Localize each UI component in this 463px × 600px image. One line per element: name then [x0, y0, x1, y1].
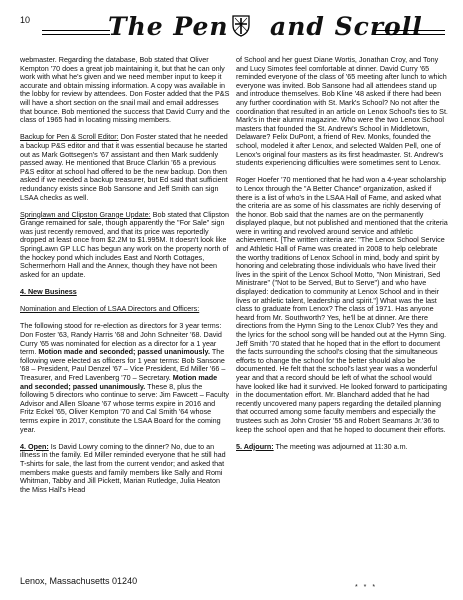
masthead-title-left: The Pen — [108, 12, 229, 41]
footer-location: Lenox, Massachusetts 01240 — [20, 576, 138, 586]
right-paragraph-3: 5. Adjourn: The meeting was adjourned at 11:30 a.m. — [236, 441, 408, 451]
left-paragraph-6: 4. Open: Is David Lowry coming to the dinner? No, due to an illness in the family. Ed Miller reminded everyone that he still had T-shirts for sale, the last from the current vendor; and asked that members make guests and family members like Sally and Romi Whitman, Tabby and Jill Pickett, Marian Rutledge, Julia Heaton the Miss Hall's Head — [20, 441, 226, 494]
open-heading: 4. Open: — [20, 441, 49, 451]
left-paragraph-2: Backup for Pen & Scroll Editor: Don Foster stated that he needed a backup P&S editor and that it was essential because he started out as Mark Gottsegen's '67 assistant and then Mark suddenly passed away. He mentioned that Bruce Clarkin '65 a previous P&S editor at school had offered to be the new backup. Don then asked if we needed a backup treasurer, but Ed said that sufficient redundancy exists since Bob Sansone and Jeff Smith can sign LSAA checks as well. — [20, 132, 228, 202]
left-paragraph-3: Springlawn and Clipston Grange Update: Bob stated that Clipston Grange remained for sale, though apparently the "For Sale" sign was just recently removed, and that its price was reportedly dropped at least once from $2.2M to $1.995M. It doesn't look like SpringLawn GP LLC has begun any work on the property north of the hockey pond which includes East and North Cottages, Schermerhorn Hall and the Annex, though they have not been asked for an update. — [20, 209, 229, 279]
springlawn-heading: Springlawn and Clipston Grange Update: — [20, 209, 151, 219]
backup-editor-heading: Backup for Pen & Scroll Editor: — [20, 132, 119, 142]
end-stars: * * * — [355, 584, 378, 591]
left-paragraph-1: webmaster. Regarding the database, Bob stated that Oliver Kempton '70 does a great job maintaining it, but that he can only work with what he's given and we need member input to keep it accurate and obtain missing information. A copy was available in the lobby for review by attendees. Don Foster added that the P&S will have a short section on the snail mail and email addresses that bounce. Bob mentioned the success that David Curry and the class of 1965 had in locating missing members. — [20, 55, 230, 125]
school-crest-icon — [232, 15, 250, 37]
nomination-subheading: Nomination and Election of LSAA Directors and Officers: — [20, 304, 200, 314]
masthead-rule-right — [374, 30, 445, 35]
page-number: 10 — [20, 15, 31, 25]
right-paragraph-1: of School and her guest Diane Wortis, Jonathan Croy, and Tony and Lucy Simotes feel comfortable at dinner. David Curry '65 reminded everyone of the class of '65 meeting after lunch to which everyone was invited. Bob Sansone had all attendees stand up and introduce themselves. Bob Kline '48 asked if there had been any further coordination with St. Mark's School? No not after the coordination that resulted in an article on Lenox School's ties to St. Mark's in their alumni magazine. Who were the two Lenox School masters that founded the St. Andrew's School in Middletown, Delaware? Felix DuPont, a friend of Rev. Monks, founded the school, modeled it after Lenox, and selected Walden Pell, one of Lenox's original four masters as its first headmaster. St. Andrew's students experiencing difficulties were sometimes sent to Lenox. — [236, 55, 448, 168]
left-paragraph-5: The following stood for re-election as directors for 3 year terms: Don Foster '63, Randy Harris '68 and John Schneiter '68. David Curry '65 was nominated for election as a director for a 1 year term. Motion made and seconded; passed unanimously. The following were elected as officers for 1 year terms: Bob Sansone '68 – President, Paul Denzel '67 – Vice President, Ed Miller '66 – Treasurer, and Fred Lavenberg '70 – Secretary. Motion made and seconded; passed unanimously. These 8, plus the following 5 directors who continue to serve: Jim Fawcett – Faculty Advisor and Allen Sloane '67 whose terms expire in 2016 and Fritz Eckel '65, Oliver Kempton '70 and Cal Smith '64 whose terms expire in 2017, constitute the LSAA Board for the coming year. — [20, 321, 229, 434]
masthead-title-right: and Scroll — [270, 12, 423, 41]
adjourn-heading: 5. Adjourn: — [236, 441, 274, 451]
masthead-rule-left — [42, 30, 110, 35]
right-column — [236, 56, 448, 460]
new-business-heading: 4. New Business — [20, 287, 77, 297]
right-paragraph-2: Roger Hoefer '70 mentioned that he had won a 4-year scholarship to Lenox through the "A Better Chance" organization, asked if there is a list of who's in the LSAA Hall of Fame, and asked what the criteria are as some of his classmates are richly deserving of the honor. Bob said that the names are on the permanently displayed plaque, but not published and mentioned that the criteria were in writing and revolved around service and athletic achievement. [The written criteria are: "The Lenox School Service and Athletic Hall of Fame was created in 2008 to help celebrate the worthy traditions of Lenox School in mind, body and spirit by honoring and celebrating those individuals who have lived their lives in the spirit of the Lenox School Motto, "Non Ministrari, Sed Ministrare" ("Not to be Served, But to Serve") and who have displayed: dedication to community at Lenox School and in their lives or athletic talent, leadership and spirit."] What was the last class to graduate from Lenox? The class of 1971. Has anyone heard from Mr. Southworth? Yes, he'll be at dinner. Are there directions from the Hymn Sing to the Lenox Club? Yes they and the lyrics for the school song will be handed out at the Hymn Sing. Jeff Smith '70 stated that he hoped that in the effort to document the facts surrounding the school's closing that the simultaneous efforts to change the school for the better should also be documented. He felt that the school's last year was a wonderful year and that a record should be left of what the school would have looked like had it survived. He looked forward to participating in the documentation effort. Mr. Blanchard added that he had recently uncovered many papers regarding the detailed planning that occurred among some faculty members and especially the trustees such as John Crosier '55 and Robert Seamans Jr.'36 to keep the school open and that he hoped to document their efforts. — [236, 175, 448, 434]
left-column — [20, 56, 230, 503]
masthead — [20, 9, 445, 49]
